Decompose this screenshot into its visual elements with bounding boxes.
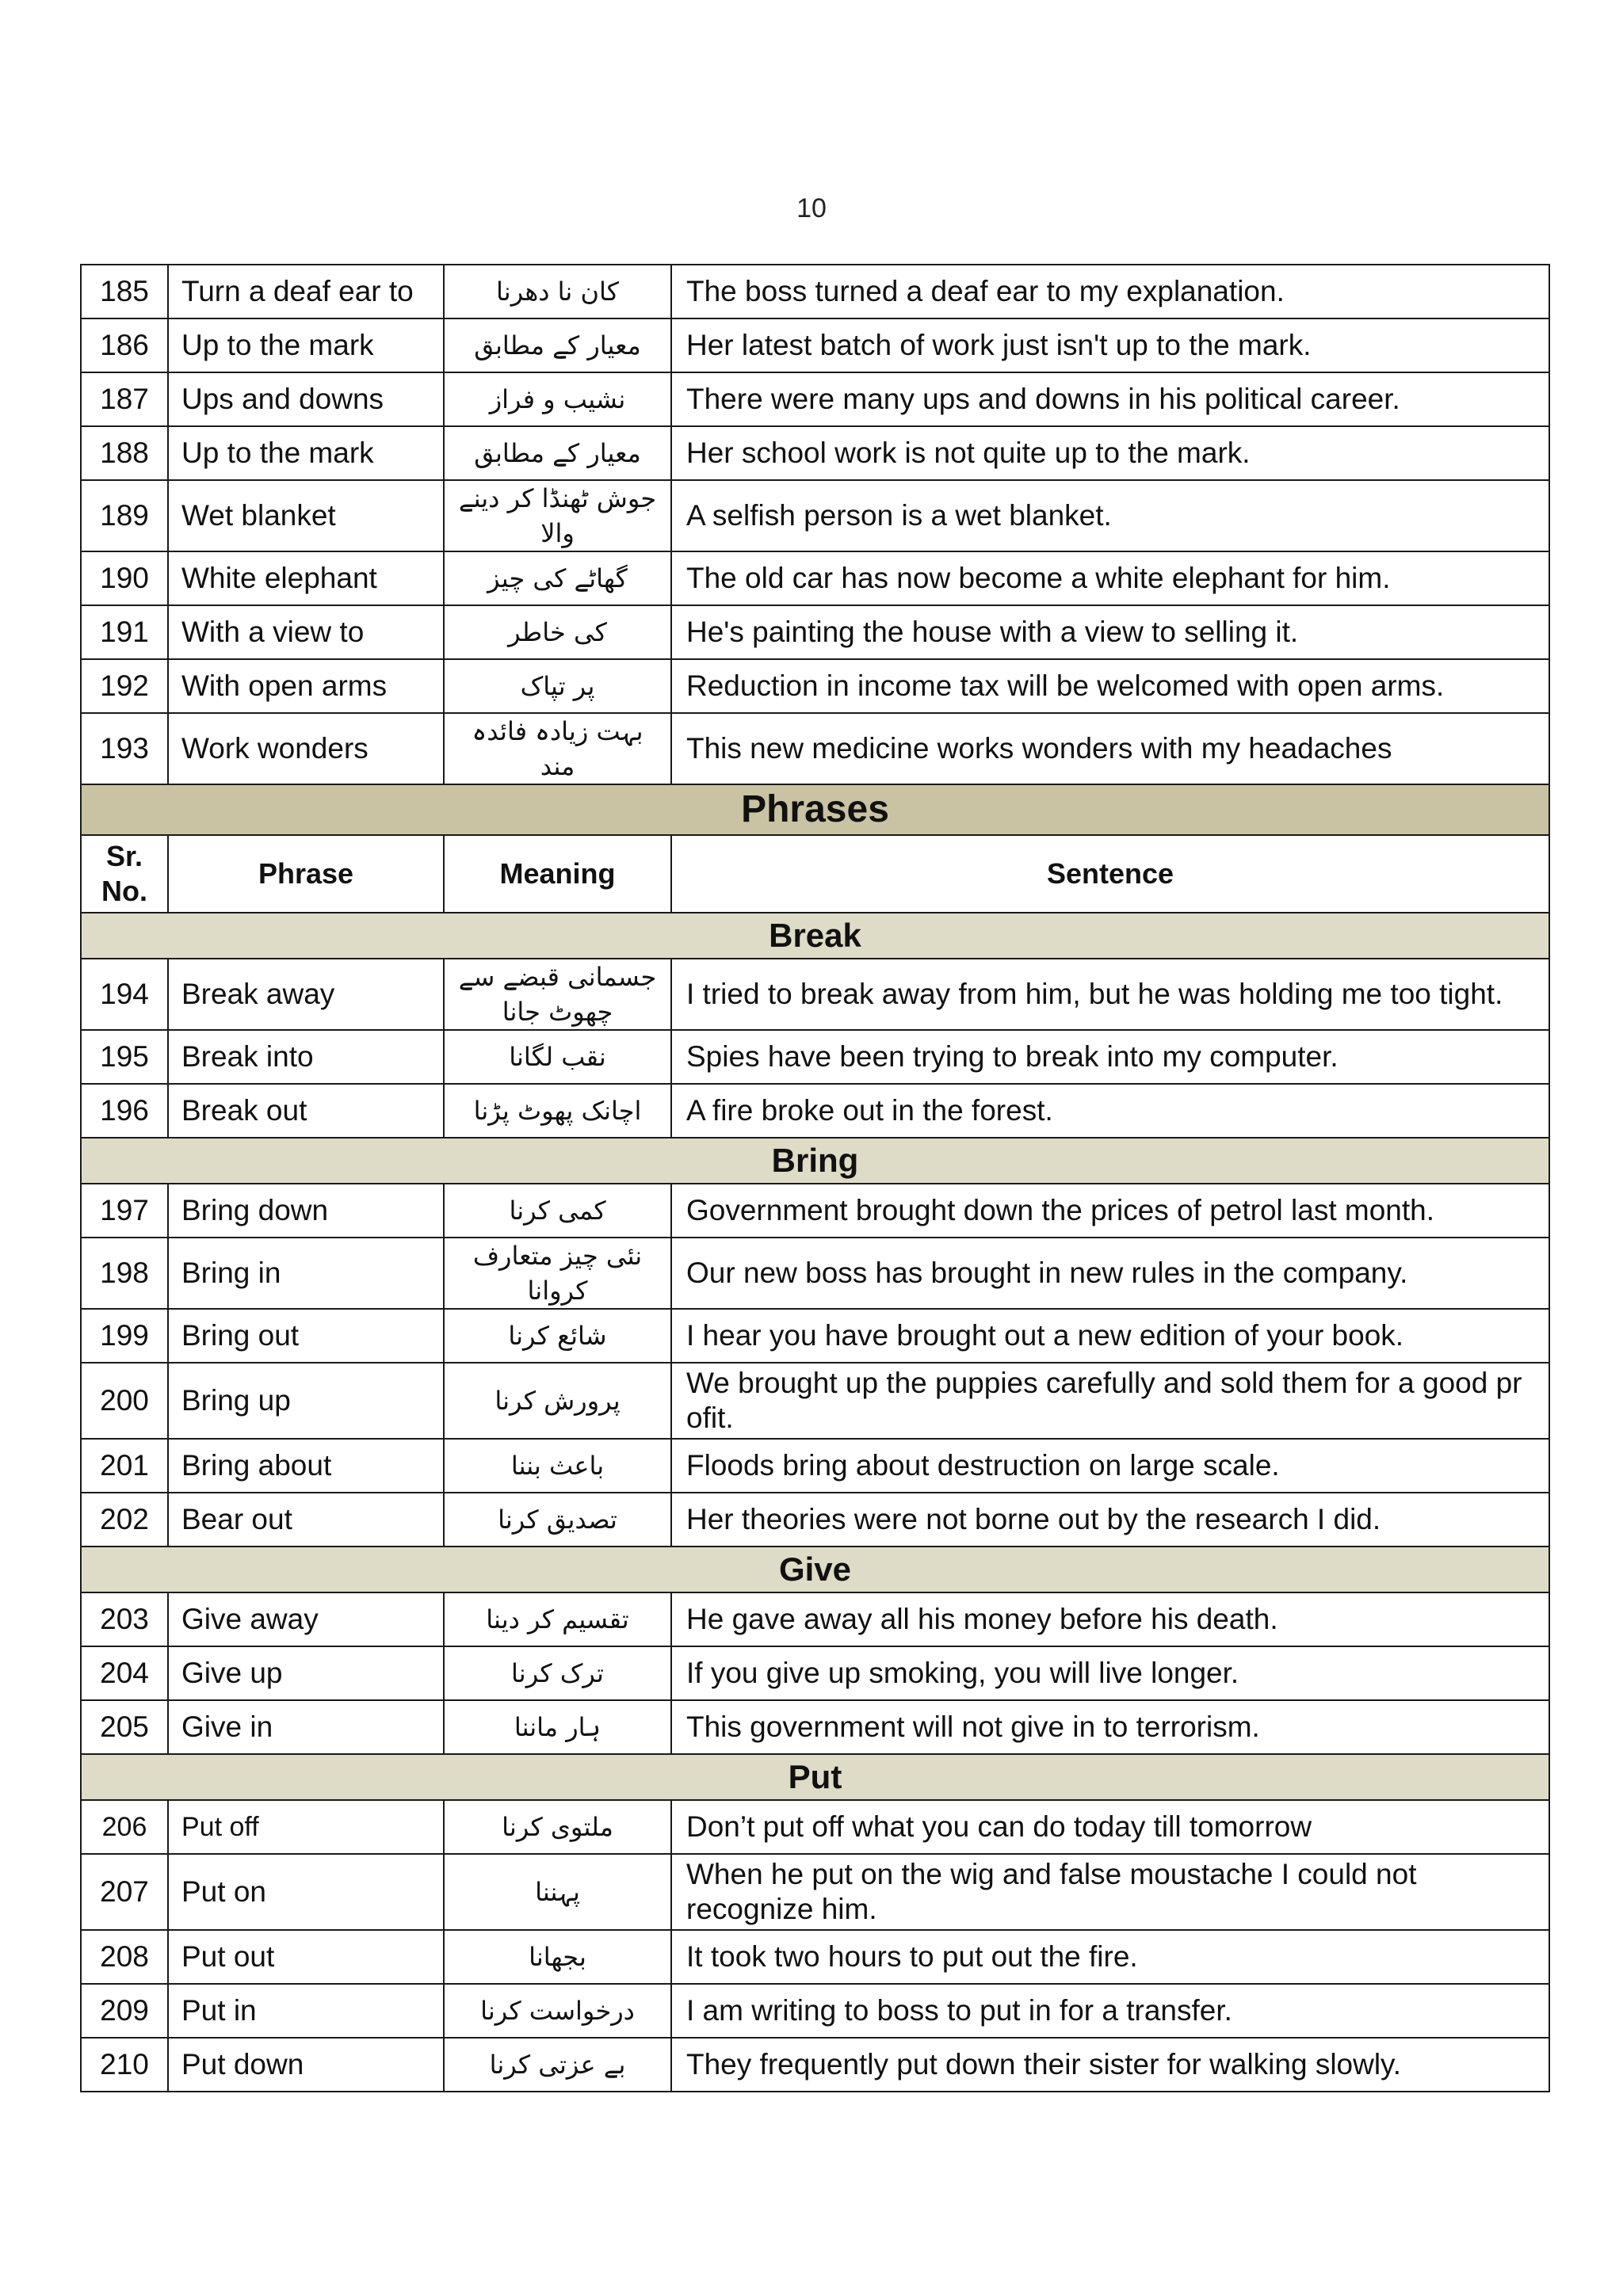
phrase-cell: Bring about [168, 1439, 444, 1493]
row-number: 186 [81, 318, 168, 372]
row-number: 205 [81, 1700, 168, 1754]
meaning-cell: نقب لگانا [444, 1030, 671, 1084]
table-row [81, 2038, 1549, 2092]
row-number: 202 [81, 1493, 168, 1547]
phrase-cell: Up to the mark [168, 318, 444, 372]
meaning-cell: باعث بننا [444, 1439, 671, 1493]
header-no: No. [101, 875, 147, 907]
sentence-cell: Reduction in income tax will be welcomed with open arms. [671, 659, 1549, 713]
table-row [81, 318, 1549, 372]
row-number: 192 [81, 659, 168, 713]
table-row [81, 1984, 1549, 2038]
meaning-cell: درخواست کرنا [444, 1984, 671, 2038]
sentence-cell: I am writing to boss to put in for a transfer. [671, 1984, 1549, 2038]
phrase-cell: White elephant [168, 551, 444, 605]
sentence-line: We brought up the puppies carefully and sold them for a good pr [686, 1367, 1522, 1399]
table-row [81, 1800, 1549, 1854]
group-row-give [81, 1547, 1549, 1592]
row-number: 195 [81, 1030, 168, 1084]
phrase-cell: Put out [168, 1930, 444, 1984]
sentence-cell: Her theories were not borne out by the research I did. [671, 1493, 1549, 1547]
sentence-cell: He's painting the house with a view to selling it. [671, 605, 1549, 659]
row-number: 194 [81, 959, 168, 1030]
table-row [81, 1184, 1549, 1238]
meaning-cell: اچانک پھوٹ پڑنا [444, 1084, 671, 1138]
phrase-cell: Wet blanket [168, 480, 444, 551]
meaning-cell: پرورش کرنا [444, 1363, 671, 1439]
sentence-cell: The old car has now become a white elephant for him. [671, 551, 1549, 605]
sentence-cell: Floods bring about destruction on large scale. [671, 1439, 1549, 1493]
table-row [81, 605, 1549, 659]
sentence-cell: The boss turned a deaf ear to my explanation. [671, 265, 1549, 318]
row-number: 189 [81, 480, 168, 551]
sentence-line: When he put on the wig and false moustache I could not [686, 1858, 1417, 1890]
row-number: 191 [81, 605, 168, 659]
header-sentence: Sentence [671, 835, 1549, 913]
table-row [81, 1592, 1549, 1646]
meaning-cell: بجھانا [444, 1930, 671, 1984]
sentence-cell: Don’t put off what you can do today till tomorrow [671, 1800, 1549, 1854]
group-row-bring [81, 1138, 1549, 1184]
table-row [81, 1646, 1549, 1700]
meaning-cell: ترک کرنا [444, 1646, 671, 1700]
group-title: Put [81, 1754, 1549, 1800]
phrase-cell: Give in [168, 1700, 444, 1754]
meaning-cell: کان نا دھرنا [444, 265, 671, 318]
row-number: 196 [81, 1084, 168, 1138]
table-row [81, 1700, 1549, 1754]
section-title: Phrases [81, 784, 1549, 835]
meaning-cell: گھاٹے کی چیز [444, 551, 671, 605]
group-row-break [81, 913, 1549, 959]
page-number: 10 [796, 193, 827, 223]
phrase-cell: Bring up [168, 1363, 444, 1439]
phrase-cell: Ups and downs [168, 372, 444, 426]
table-row [81, 551, 1549, 605]
table-row [81, 1030, 1549, 1084]
phrase-cell: With open arms [168, 659, 444, 713]
table-row [81, 1238, 1549, 1309]
meaning-cell: تصدیق کرنا [444, 1493, 671, 1547]
table-row [81, 1084, 1549, 1138]
header-phrase: Phrase [168, 835, 444, 913]
phrase-cell: Put down [168, 2038, 444, 2092]
section-title-row [81, 784, 1549, 835]
sentence-cell: Her school work is not quite up to the mark. [671, 426, 1549, 480]
sentence-cell [671, 1854, 1549, 1930]
header-meaning: Meaning [444, 835, 671, 913]
table-row [81, 1309, 1549, 1363]
sentence-cell: He gave away all his money before his death. [671, 1592, 1549, 1646]
sentence-cell: A selfish person is a wet blanket. [671, 480, 1549, 551]
meaning-cell: کی خاطر [444, 605, 671, 659]
phrase-cell: Put off [168, 1800, 444, 1854]
row-number: 188 [81, 426, 168, 480]
meaning-cell: معیار کے مطابق [444, 318, 671, 372]
phrase-cell: Put in [168, 1984, 444, 2038]
row-number: 193 [81, 713, 168, 784]
row-number: 187 [81, 372, 168, 426]
header-sr-no [81, 835, 168, 913]
group-row-put [81, 1754, 1549, 1800]
row-number: 206 [81, 1800, 168, 1854]
row-number: 185 [81, 265, 168, 318]
table-row [81, 426, 1549, 480]
meaning-cell: ملتوی کرنا [444, 1800, 671, 1854]
table-row [81, 659, 1549, 713]
meaning-cell: کمی کرنا [444, 1184, 671, 1238]
row-number: 200 [81, 1363, 168, 1439]
sentence-cell [671, 1363, 1549, 1439]
table-row [81, 372, 1549, 426]
row-number: 199 [81, 1309, 168, 1363]
row-number: 201 [81, 1439, 168, 1493]
group-title: Give [81, 1547, 1549, 1592]
phrase-cell: Give away [168, 1592, 444, 1646]
phrase-cell: Break out [168, 1084, 444, 1138]
meaning-cell: بہت زیادہ فائدہ مند [444, 713, 671, 784]
sentence-cell: A fire broke out in the forest. [671, 1084, 1549, 1138]
meaning-cell: ہار ماننا [444, 1700, 671, 1754]
sentence-line: ofit. [686, 1402, 734, 1434]
table-row [81, 1930, 1549, 1984]
table-row [81, 1439, 1549, 1493]
header-row [81, 835, 1549, 913]
meaning-cell: شائع کرنا [444, 1309, 671, 1363]
row-number: 203 [81, 1592, 168, 1646]
phrase-cell: Break into [168, 1030, 444, 1084]
sentence-cell: I hear you have brought out a new edition of your book. [671, 1309, 1549, 1363]
phrases-table [80, 264, 1550, 2092]
sentence-cell: I tried to break away from him, but he was holding me too tight. [671, 959, 1549, 1030]
phrase-cell: Bring down [168, 1184, 444, 1238]
phrase-cell: With a view to [168, 605, 444, 659]
phrase-cell: Bring out [168, 1309, 444, 1363]
row-number: 207 [81, 1854, 168, 1930]
meaning-cell: پر تپاک [444, 659, 671, 713]
table-row [81, 1493, 1549, 1547]
row-number: 190 [81, 551, 168, 605]
row-number: 208 [81, 1930, 168, 1984]
sentence-cell: There were many ups and downs in his political career. [671, 372, 1549, 426]
table-row [81, 959, 1549, 1030]
phrase-cell: Give up [168, 1646, 444, 1700]
sentence-cell: This government will not give in to terrorism. [671, 1700, 1549, 1754]
group-title: Bring [81, 1138, 1549, 1184]
sentence-cell: Her latest batch of work just isn't up to the mark. [671, 318, 1549, 372]
phrase-cell: Break away [168, 959, 444, 1030]
phrase-cell: Bear out [168, 1493, 444, 1547]
meaning-cell: بے عزتی کرنا [444, 2038, 671, 2092]
table-row [81, 713, 1549, 784]
header-sr: Sr. [105, 840, 143, 872]
phrase-cell: Up to the mark [168, 426, 444, 480]
phrase-cell: Put on [168, 1854, 444, 1930]
meaning-cell: جسمانی قبضے سے چھوٹ جانا [444, 959, 671, 1030]
sentence-cell: If you give up smoking, you will live longer. [671, 1646, 1549, 1700]
sentence-cell: Government brought down the prices of petrol last month. [671, 1184, 1549, 1238]
row-number: 209 [81, 1984, 168, 2038]
sentence-line: recognize him. [686, 1893, 877, 1925]
meaning-cell: جوش ٹھنڈا کر دینے والا [444, 480, 671, 551]
phrase-cell: Bring in [168, 1238, 444, 1309]
sentence-cell: They frequently put down their sister for walking slowly. [671, 2038, 1549, 2092]
table-row [81, 265, 1549, 318]
phrase-cell: Turn a deaf ear to [168, 265, 444, 318]
phrase-cell: Work wonders [168, 713, 444, 784]
table-row [81, 480, 1549, 551]
group-title: Break [81, 913, 1549, 959]
row-number: 210 [81, 2038, 168, 2092]
meaning-cell: معیار کے مطابق [444, 426, 671, 480]
sentence-cell: Our new boss has brought in new rules in the company. [671, 1238, 1549, 1309]
table-row [81, 1854, 1549, 1930]
sentence-cell: Spies have been trying to break into my computer. [671, 1030, 1549, 1084]
meaning-cell: نشیب و فراز [444, 372, 671, 426]
meaning-cell: نئی چیز متعارف کروانا [444, 1238, 671, 1309]
sentence-cell: It took two hours to put out the fire. [671, 1930, 1549, 1984]
row-number: 204 [81, 1646, 168, 1700]
table-row [81, 1363, 1549, 1439]
sentence-cell: This new medicine works wonders with my headaches [671, 713, 1549, 784]
row-number: 197 [81, 1184, 168, 1238]
row-number: 198 [81, 1238, 168, 1309]
meaning-cell: تقسیم کر دینا [444, 1592, 671, 1646]
meaning-cell: پہننا [444, 1854, 671, 1930]
